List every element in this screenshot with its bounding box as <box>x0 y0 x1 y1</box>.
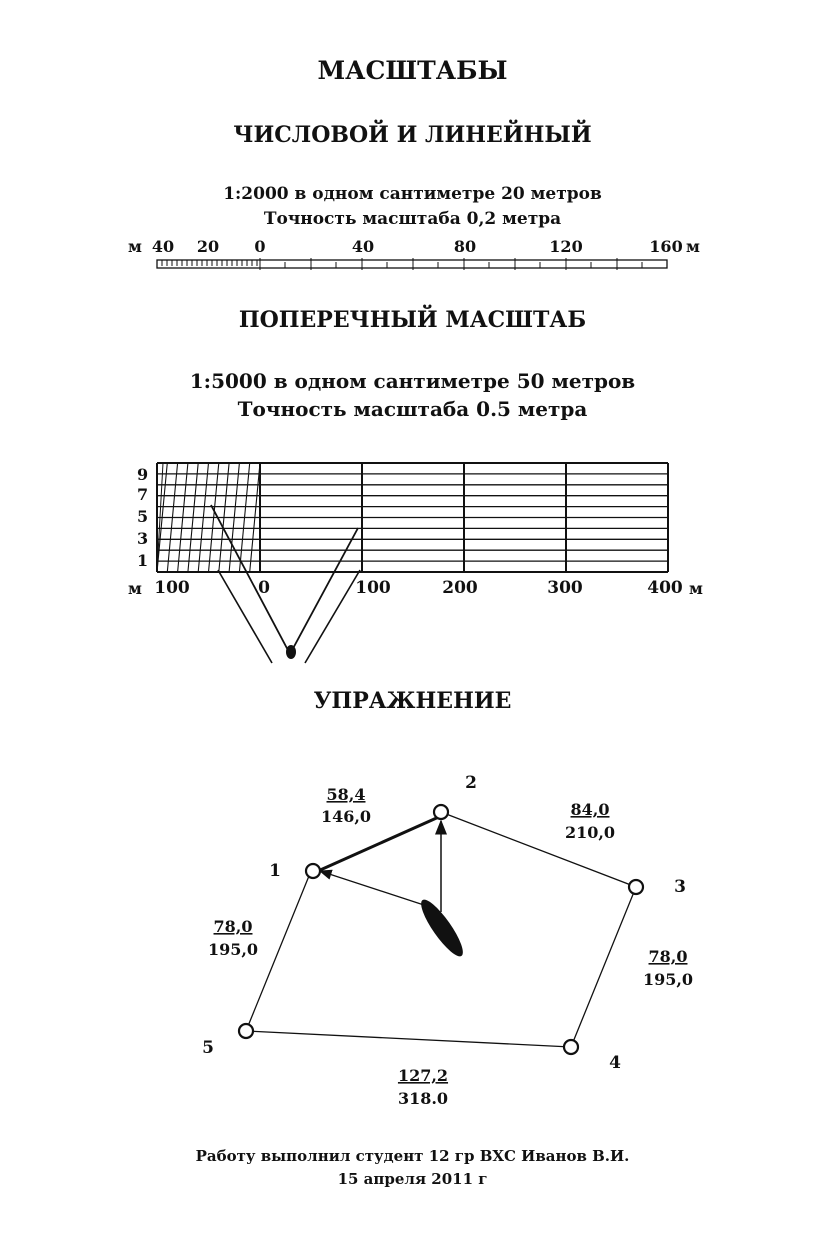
side-3-4 <box>571 887 636 1047</box>
linear-scale-label-160: 160 <box>649 237 683 256</box>
transverse-label-100-left: 100 <box>154 578 190 598</box>
station-point-4 <box>564 1040 578 1054</box>
side-5-1-length-bottom: 195,0 <box>207 940 259 959</box>
side-5-1-length-top: 78,0 <box>213 917 253 936</box>
transverse-label-200: 200 <box>442 578 478 598</box>
linear-scale-unit-right: м <box>686 237 700 256</box>
side-3-4-length-top: 78,0 <box>648 947 688 966</box>
station-label-4: 4 <box>609 1053 621 1073</box>
side-4-5-length-bottom: 318.0 <box>397 1089 449 1108</box>
direction-arrow-to-1 <box>320 871 430 907</box>
side-1-2-length-bottom: 146,0 <box>320 807 372 826</box>
footer-author: Работу выполнил студент 12 гр ВХС Иванов В.И. <box>195 1147 630 1165</box>
transverse-scale-unit-left: м <box>128 579 142 598</box>
station-point-5 <box>239 1024 253 1038</box>
row-label-1: 1 <box>137 551 149 570</box>
transverse-label-400: 400 <box>647 578 683 598</box>
transverse-scale-accuracy-text: Точность масштаба 0.5 метра <box>237 397 588 421</box>
linear-scale-heading: ЧИСЛОВОЙ И ЛИНЕЙНЫЙ <box>233 122 592 148</box>
linear-scale-label-0: 0 <box>254 237 266 256</box>
page-title: МАСШТАБЫ <box>317 56 508 85</box>
linear-scale-label-80: 80 <box>453 237 477 256</box>
transverse-label-100: 100 <box>355 578 391 598</box>
transverse-label-0: 0 <box>258 578 270 598</box>
station-label-2: 2 <box>465 773 477 793</box>
transverse-label-300: 300 <box>547 578 583 598</box>
row-label-3: 3 <box>137 529 149 548</box>
transverse-scale-ratio-text: 1:5000 в одном сантиметре 50 метров <box>189 369 636 393</box>
side-3-4-length-bottom: 195,0 <box>642 970 694 989</box>
linear-scale-label-120: 120 <box>549 237 583 256</box>
station-label-5: 5 <box>202 1038 214 1058</box>
side-1-2-length-top: 58,4 <box>326 785 366 804</box>
protractor-needle <box>415 895 469 961</box>
linear-scale-accuracy-text: Точность масштаба 0,2 метра <box>263 209 562 229</box>
station-label-3: 3 <box>674 877 686 897</box>
station-point-1 <box>306 864 320 878</box>
transverse-scale-heading: ПОПЕРЕЧНЫЙ МАСШТАБ <box>238 307 587 333</box>
station-label-1: 1 <box>269 861 281 881</box>
side-4-5-length-top: 127,2 <box>397 1066 449 1085</box>
station-point-2 <box>434 805 448 819</box>
exercise-heading: УПРАЖНЕНИЕ <box>313 688 512 714</box>
footer-date: 15 апреля 2011 г <box>337 1170 488 1188</box>
side-2-3-length-top: 84,0 <box>570 800 610 819</box>
linear-scale-label-20-left: 20 <box>196 237 220 256</box>
row-label-9: 9 <box>137 465 149 484</box>
side-4-5 <box>246 1031 571 1047</box>
transverse-scale-unit-right: м <box>689 579 703 598</box>
station-point-3 <box>629 880 643 894</box>
linear-scale-unit-left: м <box>128 237 142 256</box>
row-label-5: 5 <box>137 507 149 526</box>
row-label-7: 7 <box>137 485 149 504</box>
linear-scale-ratio-text: 1:2000 в одном сантиметре 20 метров <box>223 184 602 204</box>
linear-scale-label-40: 40 <box>351 237 375 256</box>
side-2-3-length-bottom: 210,0 <box>564 823 616 842</box>
linear-scale-label-40-left: 40 <box>151 237 175 256</box>
